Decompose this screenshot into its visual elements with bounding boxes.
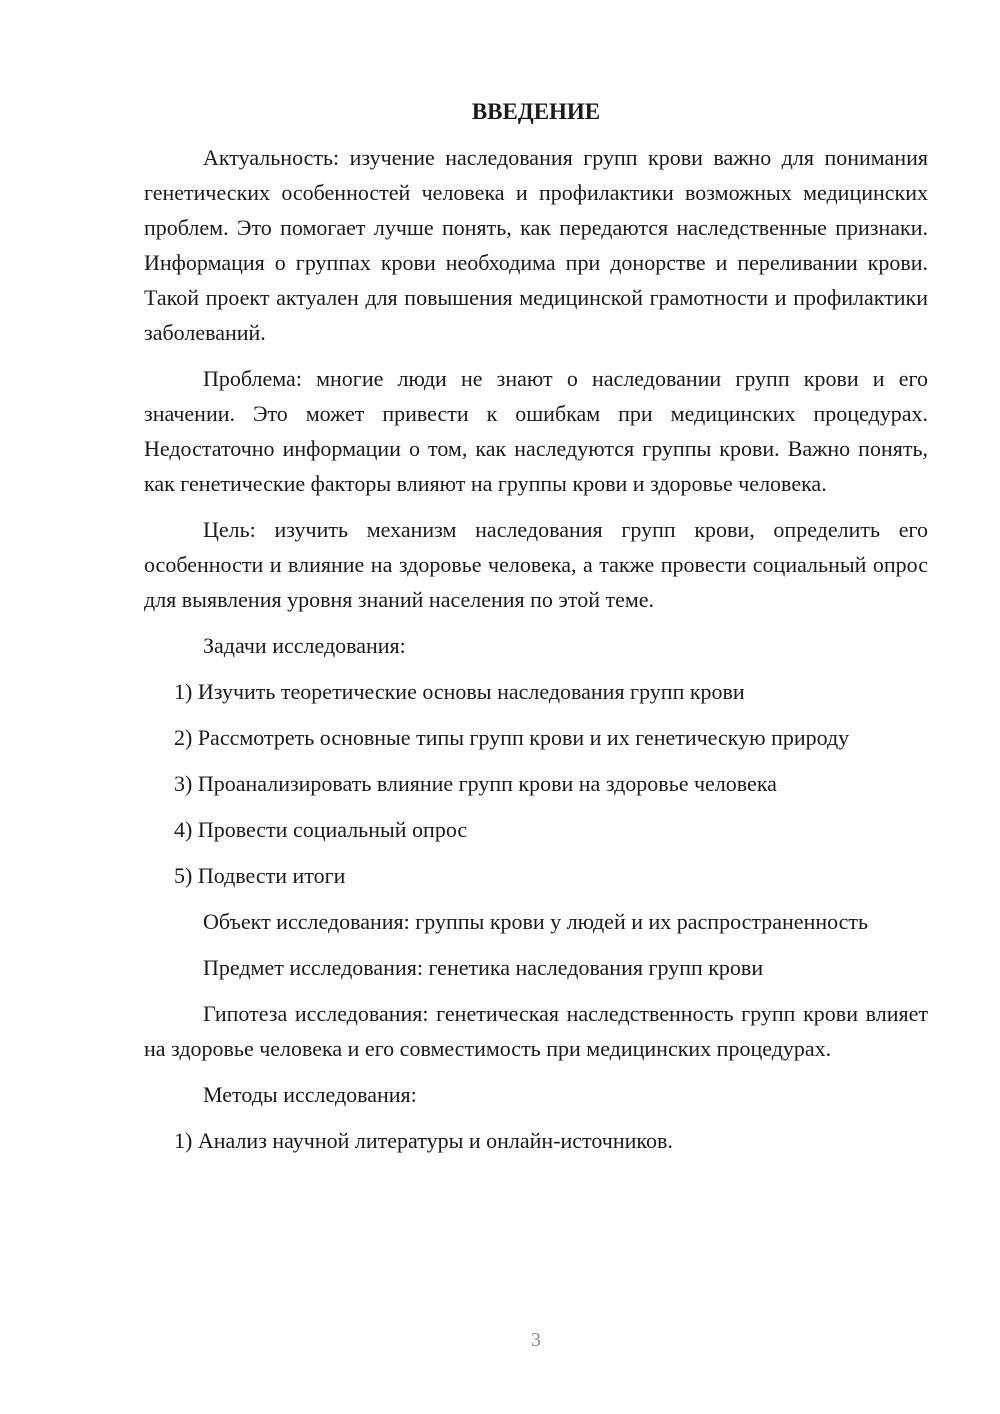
task-item-5: 5) Подвести итоги bbox=[174, 863, 346, 888]
section-title: ВВЕДЕНИЕ bbox=[471, 99, 601, 124]
task-item-1: 1) Изучить теоретические основы наследования групп крови bbox=[174, 679, 745, 704]
paragraph-problem: Проблема: многие люди не знают о наследовании групп крови и его значении. Это может привести к ошибкам при медицинских процедурах. Недостаточно информации о том, как наследуются группы крови. Важно понять, как генетические факторы влияют на группы крови и здоровье человека. bbox=[144, 366, 928, 496]
task-item-3: 3) Проанализировать влияние групп крови на здоровье человека bbox=[174, 771, 777, 796]
document-page bbox=[144, 94, 928, 1169]
task-item-4: 4) Провести социальный опрос bbox=[174, 817, 468, 842]
paragraph-goal: Цель: изучить механизм наследования групп крови, определить его особенности и влияние на здоровье человека, а также провести социальный опрос для выявления уровня знаний населения по этой теме. bbox=[144, 517, 928, 612]
method-item-1: 1) Анализ научной литературы и онлайн-источников. bbox=[174, 1128, 673, 1153]
page-number: 3 bbox=[531, 1329, 541, 1351]
task-item-2: 2) Рассмотреть основные типы групп крови и их генетическую природу bbox=[174, 725, 850, 750]
paragraph-object: Объект исследования: группы крови у людей и их распространенность bbox=[203, 909, 869, 934]
paragraph-subject: Предмет исследования: генетика наследования групп крови bbox=[203, 955, 764, 980]
paragraph-relevance: Актуальность: изучение наследования групп крови важно для понимания генетических особенностей человека и профилактики возможных медицинских проблем. Это помогает лучше понять, как передаются наследственные признаки. Информация о группах крови необходима при донорстве и переливании крови. Такой проект актуален для повышения медицинской грамотности и профилактики заболеваний. bbox=[144, 145, 928, 345]
paragraph-hypothesis: Гипотеза исследования: генетическая наследственность групп крови влияет на здоровье человека и его совместимость при медицинских процедурах. bbox=[144, 1001, 928, 1061]
tasks-heading: Задачи исследования: bbox=[203, 633, 406, 658]
methods-heading: Методы исследования: bbox=[203, 1082, 417, 1107]
